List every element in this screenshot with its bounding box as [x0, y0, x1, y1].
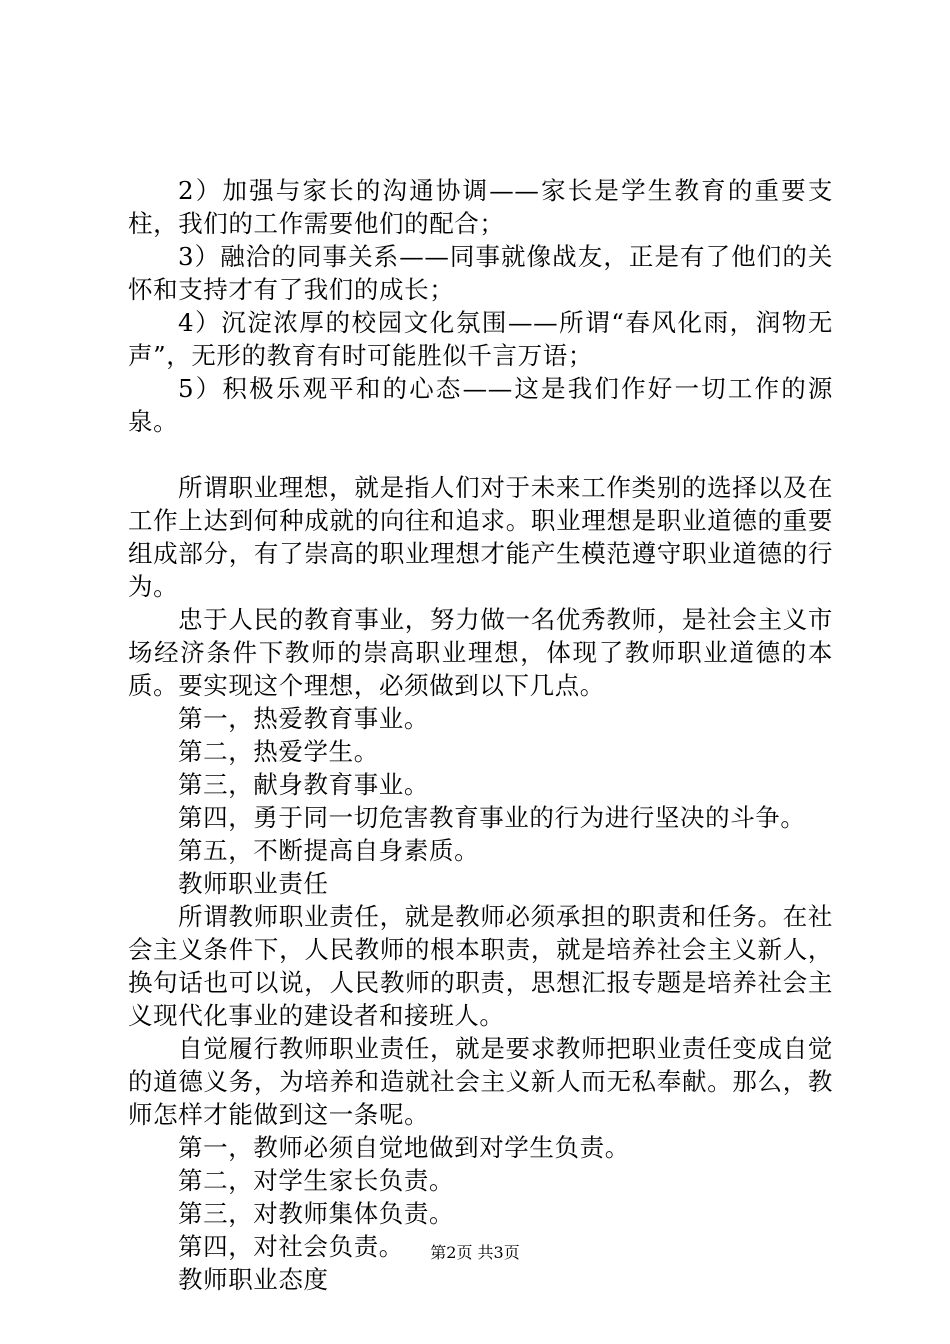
list-item: 第三，对教师集体负责。 — [178, 1199, 455, 1228]
paragraph: 忠于人民的教育事业，努力做一名优秀教师，是社会主义市场经济条件下教师的崇高职业理想，体现了教师职业道德的本质。要实现这个理想，必须做到以下几点。 — [128, 605, 833, 700]
paragraph: 2）加强与家长的沟通协调——家长是学生教育的重要支柱，我们的工作需要他们的配合； — [128, 176, 833, 238]
list-item: 第四，勇于同一切危害教育事业的行为进行坚决的斗争。 — [178, 803, 806, 832]
paragraph: 3）融洽的同事关系——同事就像战友，正是有了他们的关怀和支持才有了我们的成长； — [128, 242, 833, 304]
paragraph: 所谓职业理想，就是指人们对于未来工作类别的选择以及在工作上达到何种成就的向往和追求。职业理想是职业道德的重要组成部分，有了崇高的职业理想才能产生模范遵守职业道德的行为。 — [128, 473, 833, 601]
list-item: 第一，热爱教育事业。 — [178, 704, 429, 733]
document-body — [128, 174, 833, 1296]
list-item: 第五，不断提高自身素质。 — [178, 836, 480, 865]
paragraph: 自觉履行教师职业责任，就是要求教师把职业责任变成自觉的道德义务，为培养和造就社会主义新人而无私奉献。那么，教师怎样才能做到这一条呢。 — [128, 1034, 833, 1129]
page-footer: 第2页 共3页 — [430, 1243, 520, 1262]
list-item: 第二，热爱学生。 — [178, 737, 379, 766]
section-heading: 教师职业态度 — [178, 1265, 329, 1294]
list-item: 第三，献身教育事业。 — [178, 770, 429, 799]
section-heading: 教师职业责任 — [178, 869, 329, 898]
list-item: 第二，对学生家长负责。 — [178, 1166, 455, 1195]
section-gap — [128, 438, 833, 471]
paragraph: 所谓教师职业责任，就是教师必须承担的职责和任务。在社会主义条件下，人民教师的根本职责，就是培养社会主义新人，换句话也可以说，人民教师的职责，思想汇报专题是培养社会主义现代化事业的建设者和接班人。 — [128, 902, 833, 1030]
paragraph: 4）沉淀浓厚的校园文化氛围——所谓“春风化雨，润物无声”，无形的教育有时可能胜似千言万语； — [128, 308, 833, 370]
list-item: 第一，教师必须自觉地做到对学生负责。 — [178, 1133, 630, 1162]
paragraph: 5）积极乐观平和的心态——这是我们作好一切工作的源泉。 — [128, 374, 833, 436]
list-item: 第四，对社会负责。 — [178, 1232, 404, 1261]
